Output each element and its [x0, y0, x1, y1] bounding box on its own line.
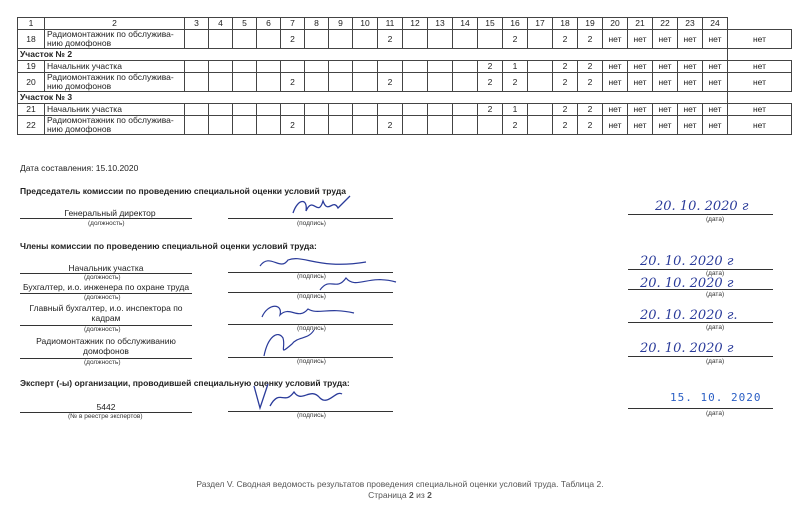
table-cell: 2 [503, 73, 528, 92]
table-cell [209, 104, 233, 116]
table-cell: нет [653, 116, 678, 135]
table-cell [233, 73, 257, 92]
table-cell: нет [678, 30, 703, 49]
date-compiled: Дата составления: 15.10.2020 [20, 163, 139, 173]
section-row [18, 49, 792, 61]
column-header: 18 [553, 18, 578, 30]
section-row [18, 92, 792, 104]
table-cell [233, 116, 257, 135]
table-cell: 2 [378, 73, 403, 92]
row-number: 22 [18, 116, 45, 135]
member-position: Бухгалтер, и.о. инженера по охране труда [22, 282, 190, 292]
table-cell [257, 73, 281, 92]
row-number: 18 [18, 30, 45, 49]
row-number: 21 [18, 104, 45, 116]
table-cell: нет [603, 61, 628, 73]
table-cell [428, 73, 453, 92]
table-cell: 1 [503, 61, 528, 73]
table-cell: нет [653, 104, 678, 116]
table-cell [305, 73, 329, 92]
table-cell: 1 [503, 104, 528, 116]
table-cell: 2 [553, 30, 578, 49]
table-cell [233, 61, 257, 73]
table-cell [378, 104, 403, 116]
table-cell: 2 [578, 30, 603, 49]
table-cell [478, 30, 503, 49]
column-header: 10 [353, 18, 378, 30]
table-cell: нет [728, 61, 792, 73]
table-cell [428, 104, 453, 116]
table-cell [185, 116, 209, 135]
table-cell: 2 [281, 73, 305, 92]
table-cell: нет [653, 61, 678, 73]
table-cell: нет [703, 73, 728, 92]
column-header: 7 [281, 18, 305, 30]
table-cell [257, 116, 281, 135]
table-cell: 2 [478, 73, 503, 92]
table-cell [403, 61, 428, 73]
table-cell [403, 30, 428, 49]
row-number: 19 [18, 61, 45, 73]
table-cell: нет [678, 104, 703, 116]
table-cell: 2 [281, 116, 305, 135]
expert-heading: Эксперт (-ы) организации, проводившей специальную оценку условий труда: [20, 378, 350, 388]
table-cell: 2 [553, 104, 578, 116]
column-header: 22 [653, 18, 678, 30]
table-cell [403, 104, 428, 116]
section-label: Участок № 3 [18, 92, 728, 104]
member-signature [258, 326, 318, 360]
table-cell [378, 61, 403, 73]
table-cell [329, 61, 353, 73]
table-cell: 2 [503, 116, 528, 135]
table-cell: нет [653, 30, 678, 49]
table-cell: 2 [578, 73, 603, 92]
table-cell [478, 116, 503, 135]
table-cell: нет [703, 30, 728, 49]
table-row [18, 61, 792, 73]
table-cell: нет [653, 73, 678, 92]
member-position: Главный бухгалтер, и.о. инспектора по кадрам [29, 303, 183, 323]
table-cell: нет [678, 61, 703, 73]
table-cell [428, 61, 453, 73]
column-header: 5 [233, 18, 257, 30]
column-header: 2 [45, 18, 185, 30]
member-position: Радиомонтажник по обслуживанию домофонов [36, 336, 176, 356]
table-cell [528, 116, 553, 135]
member-date: 20. 10. 2020 г. [640, 308, 738, 323]
table-cell: 2 [553, 73, 578, 92]
table-cell: нет [703, 61, 728, 73]
member-signature [258, 301, 358, 325]
table-cell: нет [628, 61, 653, 73]
row-number: 20 [18, 73, 45, 92]
table-cell [353, 104, 378, 116]
table-cell [185, 30, 209, 49]
table-row [18, 30, 792, 49]
table-cell [185, 61, 209, 73]
column-header: 9 [329, 18, 353, 30]
table-cell: нет [628, 104, 653, 116]
table-cell: 2 [578, 104, 603, 116]
chairman-position: Генеральный директор [64, 208, 156, 218]
table-cell [281, 104, 305, 116]
column-header: 24 [703, 18, 728, 30]
table-cell [209, 116, 233, 135]
summary-table [17, 17, 792, 135]
table-cell [353, 61, 378, 73]
table-cell [209, 30, 233, 49]
date-caption: (дата) [706, 216, 725, 223]
table-cell [329, 30, 353, 49]
column-header: 19 [578, 18, 603, 30]
column-header: 8 [305, 18, 329, 30]
table-cell [185, 104, 209, 116]
footer-section-title: Раздел V. Сводная ведомость результатов проведения специальной оценки условий труда. Таблица 2. [196, 479, 604, 489]
table-cell [281, 61, 305, 73]
section-label: Участок № 2 [18, 49, 728, 61]
table-cell: 2 [478, 104, 503, 116]
member-signature [258, 252, 368, 274]
table-cell: 2 [578, 116, 603, 135]
table-cell [329, 104, 353, 116]
table-cell [528, 30, 553, 49]
table-cell: нет [603, 30, 628, 49]
table-cell: нет [603, 104, 628, 116]
table-cell: нет [728, 104, 792, 116]
row-position-name: Радиомонтажник по обслужива-нию домофонов [45, 73, 185, 92]
column-header: 1 [18, 18, 45, 30]
table-cell [257, 30, 281, 49]
column-header: 4 [209, 18, 233, 30]
table-cell: 2 [553, 61, 578, 73]
table-cell [453, 61, 478, 73]
table-cell [329, 116, 353, 135]
table-cell [233, 104, 257, 116]
expert-date: 15. 10. 2020 [670, 391, 762, 404]
column-header: 17 [528, 18, 553, 30]
member-date: 20. 10. 2020 г [640, 276, 734, 291]
table-cell: 2 [281, 30, 305, 49]
table-cell: нет [603, 116, 628, 135]
table-row [18, 104, 792, 116]
table-cell [528, 73, 553, 92]
signature-caption: (подпись) [297, 220, 326, 227]
row-position-name: Начальник участка [45, 104, 185, 116]
chairman-signature [288, 193, 358, 223]
table-row [18, 73, 792, 92]
table-cell [353, 116, 378, 135]
table-cell [453, 104, 478, 116]
table-cell [257, 61, 281, 73]
table-cell: нет [728, 73, 792, 92]
table-cell: 2 [503, 30, 528, 49]
table-cell [257, 104, 281, 116]
table-cell [209, 73, 233, 92]
expert-signature [250, 380, 345, 412]
table-cell [453, 73, 478, 92]
table-cell [453, 30, 478, 49]
table-cell [403, 73, 428, 92]
column-header: 11 [378, 18, 403, 30]
table-cell: 2 [378, 30, 403, 49]
members-heading: Члены комиссии по проведению специальной оценки условий труда: [20, 241, 317, 251]
chairman-date: 20. 10. 2020 г [655, 199, 749, 214]
table-cell [403, 116, 428, 135]
table-header-row [18, 18, 792, 30]
table-cell: нет [628, 73, 653, 92]
table-cell: нет [628, 30, 653, 49]
column-header: 16 [503, 18, 528, 30]
table-cell: 2 [578, 61, 603, 73]
table-cell: нет [703, 116, 728, 135]
footer-page-number: Страница 2 из 2 [368, 490, 432, 500]
table-cell [185, 73, 209, 92]
table-cell [329, 73, 353, 92]
row-position-name: Радиомонтажник по обслужива-нию домофонов [45, 30, 185, 49]
table-cell: 2 [478, 61, 503, 73]
table-cell: нет [728, 116, 792, 135]
member-date: 20. 10. 2020 г [640, 254, 734, 269]
column-header: 3 [185, 18, 209, 30]
table-cell: нет [603, 73, 628, 92]
table-cell: 2 [378, 116, 403, 135]
column-header: 12 [403, 18, 428, 30]
column-header: 14 [453, 18, 478, 30]
table-cell [353, 30, 378, 49]
column-header: 15 [478, 18, 503, 30]
table-cell [353, 73, 378, 92]
table-cell [233, 30, 257, 49]
member-date: 20. 10. 2020 г [640, 341, 734, 356]
table-cell [453, 116, 478, 135]
row-position-name: Радиомонтажник по обслужива-нию домофонов [45, 116, 185, 135]
column-header: 6 [257, 18, 281, 30]
expert-number: 5442 [96, 402, 116, 412]
table-cell [528, 61, 553, 73]
table-cell [305, 116, 329, 135]
column-header: 20 [603, 18, 628, 30]
table-cell [428, 30, 453, 49]
table-cell: нет [678, 116, 703, 135]
column-header: 23 [678, 18, 703, 30]
member-position: Начальник участка [68, 263, 144, 273]
column-header: 21 [628, 18, 653, 30]
table-cell [428, 116, 453, 135]
table-cell [528, 104, 553, 116]
table-cell [305, 61, 329, 73]
member-signature [318, 272, 398, 294]
chairman-heading: Председатель комиссии по проведению специальной оценки условий труда [20, 186, 346, 196]
table-cell [305, 30, 329, 49]
table-cell [209, 61, 233, 73]
table-row [18, 116, 792, 135]
table-cell [305, 104, 329, 116]
table-cell: 2 [553, 116, 578, 135]
expert-number-caption: (№ в реестре экспертов) [68, 413, 143, 420]
table-cell: нет [703, 104, 728, 116]
column-header: 13 [428, 18, 453, 30]
table-cell: нет [628, 116, 653, 135]
position-caption: (должность) [88, 220, 125, 227]
row-position-name: Начальник участка [45, 61, 185, 73]
table-cell: нет [678, 73, 703, 92]
table-cell: нет [728, 30, 792, 49]
